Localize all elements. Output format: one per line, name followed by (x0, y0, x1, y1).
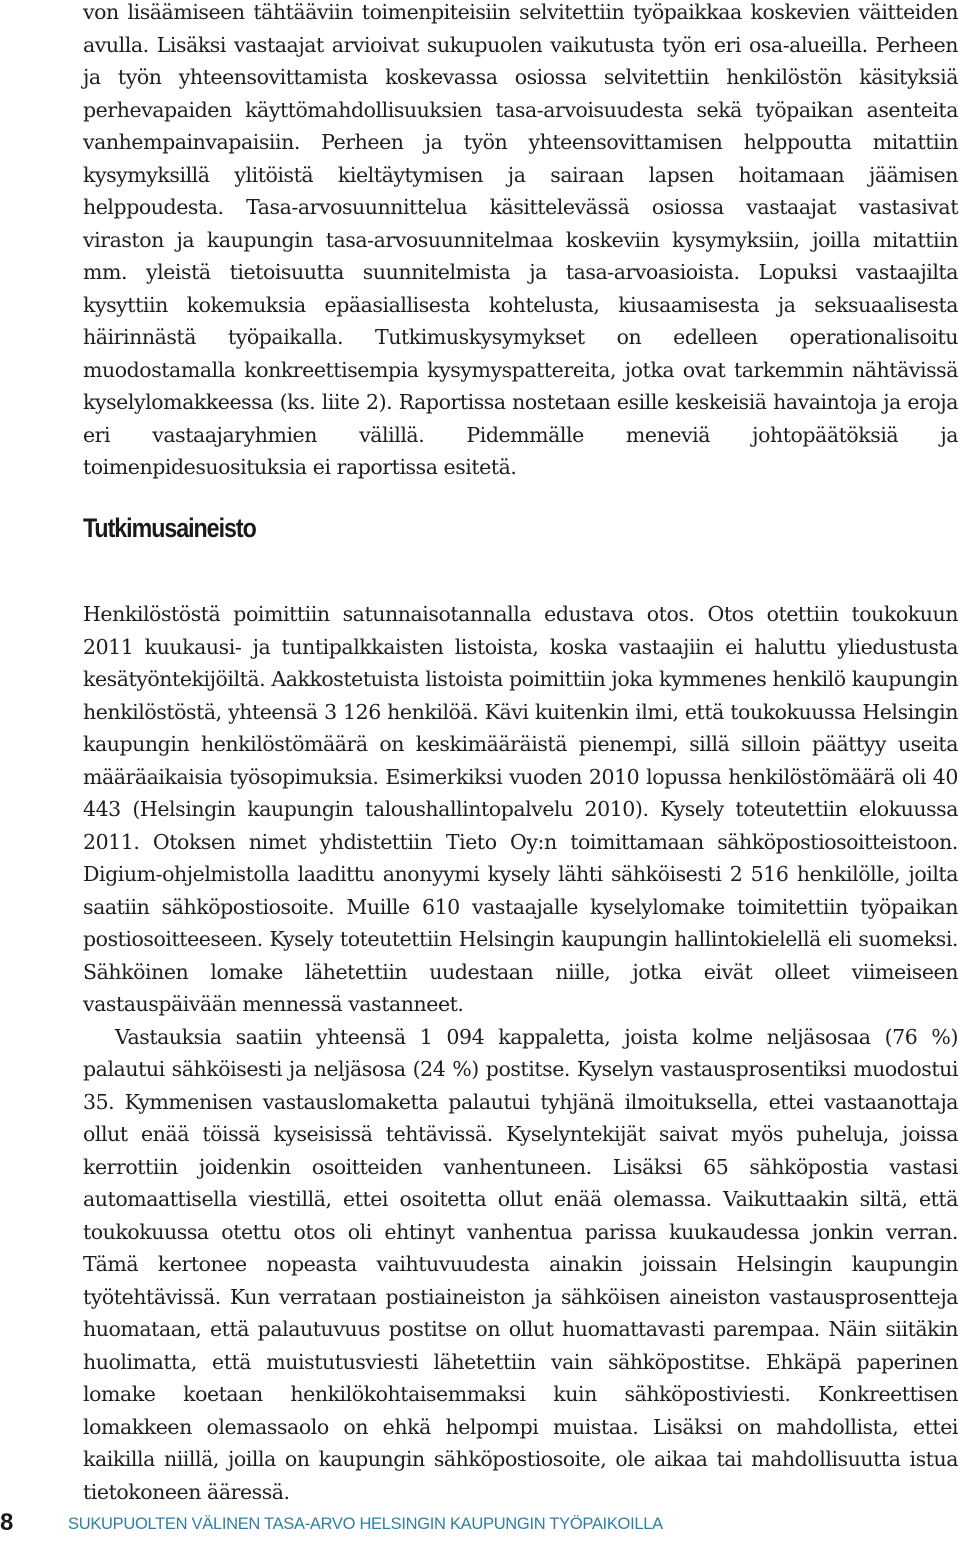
body-paragraph-1: Henkilöstöstä poimittiin satunnaisotannalla edustava otos. Otos otettiin toukokuun 2011 kuukausi- ja tuntipalkkaisten listoista, koska vastaajiin ei haluttu yliedustusta kesätyöntekijöiltä. Aakkostetuista listoista poimittiin joka kymmenes henkilö kaupungin henkilöstöstä, yhteensä 3 126 henkilöä. Kävi kuitenkin ilmi, että toukokuussa Helsingin kaupungin henkilöstömäärä on keskimääräistä pienempi, sillä silloin päättyy useita määräaikaisia työsopimuksia. Esimerkiksi vuoden 2010 lopussa henkilöstömäärä oli 40 443 (Helsingin kaupungin taloushallintopalvelu 2010). Kysely toteutettiin elokuussa 2011. Otoksen nimet yhdistettiin Tieto Oy:n toimittamaan sähköpostiosoitteistoon. Digium-ohjelmistolla laadittu anonyymi kysely lähti sähköisesti 2 516 henkilölle, joilta saatiin sähköpostiosoite. Muille 610 vastaajalle kyselylomake toimitettiin työpaikan postiosoitteeseen. Kysely toteutettiin Helsingin kaupungin hallintokielellä eli suomeksi. Sähköinen lomake lähetettiin uudestaan niille, jotka eivät olleet viimeiseen vastauspäivään mennessä vastanneet. (83, 602, 958, 1016)
section-body (83, 598, 958, 1508)
page-footer (0, 1510, 960, 1536)
body-paragraph-2: Vastauksia saatiin yhteensä 1 094 kappaletta, joista kolme neljäsosaa (76 %) palautui sähköisesti ja neljäsosa (24 %) postitse. Kyselyn vastausprosentiksi muodostui 35. Kymmenisen vastauslomaketta palautui tyhjänä ilmoituksella, ettei vastaanottaja ollut enää töissä kyseisissä tehtävissä. Kyselyntekijät saivat myös puheluja, joissa kerrottiin joidenkin osoitteiden vanhentuneen. Lisäksi 65 sähköpostia vastasi automaattisella viestillä, ettei osoitetta ollut enää olemassa. Vaikuttaakin siltä, että toukokuussa otettu otos oli ehtinyt vanhentua parissa kuukaudessa jonkin verran. Tämä kertonee nopeasta vaihtuvuudesta ainakin joissain Helsingin kaupungin työtehtävissä. Kun verrataan postiaineiston ja sähköisen aineiston vastausprosentteja huomataan, että palautuvuus postitse on ollut huomattavasti parempaa. Näin siitäkin huolimatta, että muistutusviesti lähetettiin vain sähköpostitse. Ehkäpä paperinen lomake koetaan henkilökohtaisemmaksi kuin sähköpostiviesti. Konkreettisen lomakkeen olemassaolo on ehkä helpompi muistaa. Lisäksi on mahdollista, ettei kaikilla niillä, joilla on kaupungin sähköpostiosoite, ole aikaa tai mahdollisuutta istua tietokoneen ääressä. (83, 1024, 958, 1504)
section-heading: Tutkimusaineisto (83, 513, 256, 543)
page-number: 8 (0, 1509, 14, 1536)
intro-text-block (83, 0, 958, 484)
intro-paragraph: von lisäämiseen tähtääviin toimenpiteisiin selvitettiin työpaikkaa koskevien väitteiden avulla. Lisäksi vastaajat arvioivat sukupuolen vaikutusta työn eri osa-alueilla. Perheen ja työn yhteensovittamista koskevassa osiossa selvitettiin henkilöstön käsityksiä perhevapaiden käyttömahdollisuuksien tasa-arvoisuudesta sekä työpaikan asenteita vanhempainvapaisiin. Perheen ja työn yhteensovittamisen helppoutta mitattiin kysymyksillä ylitöistä kieltäytymisen ja sairaan lapsen hoitamaan jäämisen helppoudesta. Tasa-arvosuunnittelua käsittelevässä osiossa vastaajat vastasivat viraston ja kaupungin tasa-arvosuunnitelmaa koskeviin kysymyksiin, joilla mitattiin mm. yleistä tietoisuutta suunnitelmista ja tasa-arvoasioista. Lopuksi vastaajilta kysyttiin kokemuksia epäasiallisesta kohtelusta, kiusaamisesta ja seksuaalisesta häirinnästä työpaikalla. Tutkimuskysymykset on edelleen operationalisoitu muodostamalla konkreettisempia kysymyspattereita, jotka ovat tarkemmin nähtävissä kyselylomakkeessa (ks. liite 2). Raportissa nostetaan esille keskeisiä havaintoja ja eroja eri vastaajaryhmien välillä. Pidemmälle meneviä johtopäätöksiä ja toimenpidesuosituksia ei raportissa esitetä. (83, 0, 958, 479)
running-title: SUKUPUOLTEN VÄLINEN TASA-ARVO HELSINGIN KAUPUNGIN TYÖPAIKOILLA (68, 1515, 663, 1533)
